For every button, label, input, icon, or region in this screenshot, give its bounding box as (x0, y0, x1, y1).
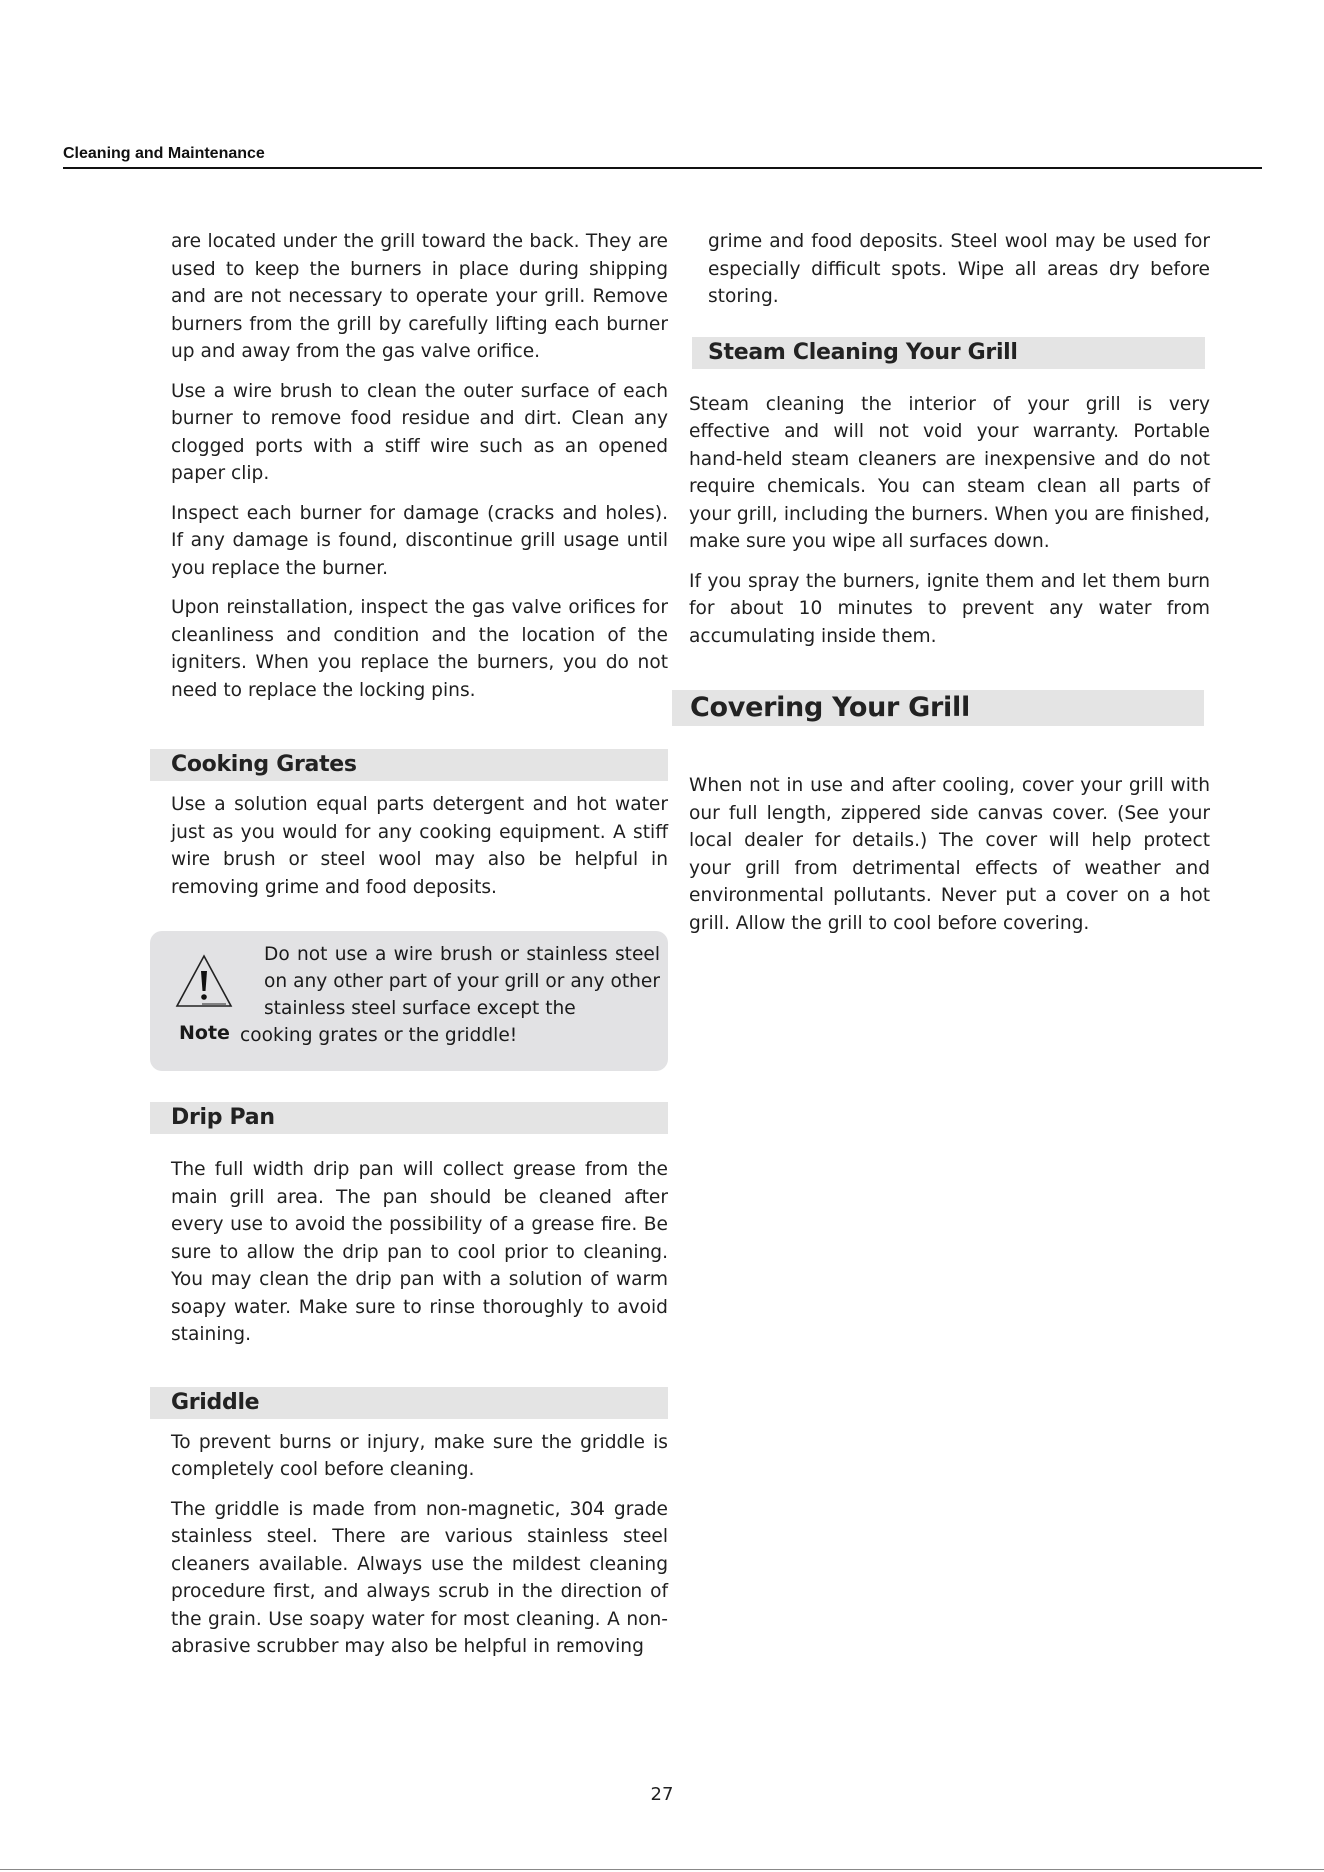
griddle-heading-bar (150, 1387, 668, 1419)
running-head: Cleaning and Maintenance (63, 145, 265, 162)
cooking-grates-heading: Cooking Grates (171, 752, 357, 777)
steam-cleaning-heading: Steam Cleaning Your Grill (708, 339, 1018, 365)
covering-heading: Covering Your Grill (690, 692, 970, 723)
griddle-steel-paragraph: The griddle is made from non-magnetic, 304 grade stainless steel. There are various stainless steel cleaners available. Always use the mildest cleaning procedure first, and always scrub in the direction of the grain. Use soapy water for most cleaning. A non-abrasive scrubber may also be helpful in removing (171, 1498, 668, 1657)
griddle-cool-paragraph: To prevent burns or injury, make sure the griddle is completely cool before cleaning. (171, 1431, 668, 1480)
covering-heading-bar (672, 690, 1204, 726)
note-text: Do not use a wire brush or stainless steel on any other part of your grill or any other stainless steel surface except the (264, 944, 660, 1019)
burner-inspect-paragraph: Inspect each burner for damage (cracks and holes). If any damage is found, discontinue grill usage until you replace the burner. (171, 502, 668, 579)
burner-removal-paragraph: are located under the grill toward the back. They are used to keep the burners in place during shipping and are not necessary to operate your grill. Remove burners from the grill by carefully lifting each burner up and away from the gas valve orifice. (171, 231, 668, 362)
steam-cleaning-paragraph: Steam cleaning the interior of your grill is very effective and will not void your warranty. Portable hand-held steam cleaners are inexpensive and do not require chemicals. You can steam clean all parts of your grill, including the burners. When you are finished, make sure you wipe all surfaces down. (689, 393, 1210, 552)
drip-pan-heading: Drip Pan (171, 1105, 275, 1130)
left-column (150, 228, 668, 1661)
note-label: Note (179, 1022, 230, 1044)
footer-rule (0, 1869, 1324, 1870)
drip-pan-heading-bar (150, 1102, 668, 1134)
griddle-heading: Griddle (171, 1389, 260, 1415)
page-number: 27 (650, 1784, 674, 1805)
covering-paragraph: When not in use and after cooling, cover your grill with our full length, zippered side canvas cover. (See your local dealer for details.) The cover will help protect your grill from detrimental effects of weather and environmental pollutants. Never put a cover on a hot grill. Allow the grill to cool before covering. (689, 775, 1210, 934)
note-text-last-line: cooking grates or the griddle! (240, 1025, 518, 1046)
warning-icon (174, 953, 234, 1009)
steam-burners-paragraph: If you spray the burners, ignite them and let them burn for about 10 minutes to prevent any water from accumulating inside them. (689, 570, 1210, 647)
cooking-grates-heading-bar (150, 749, 668, 781)
burner-brush-paragraph: Use a wire brush to clean the outer surface of each burner to remove food residue and dirt. Clean any clogged ports with a stiff wire such as an opened paper clip. (171, 380, 668, 484)
cooking-grates-paragraph: Use a solution equal parts detergent and hot water just as you would for any cooking equipment. A stiff wire brush or steel wool may also be helpful in removing grime and food deposits. (171, 794, 668, 898)
header-rule (63, 167, 1262, 169)
burner-reinstall-paragraph: Upon reinstallation, inspect the gas valve orifices for cleanliness and condition and the location of the igniters. When you replace the burners, you do not need to replace the locking pins. (171, 597, 668, 701)
right-column (672, 228, 1210, 937)
note-callout (150, 931, 668, 1071)
drip-pan-paragraph: The full width drip pan will collect grease from the main grill area. The pan should be cleaned after every use to avoid the possibility of a grease fire. Be sure to allow the drip pan to cool prior to cleaning. You may clean the drip pan with a solution of warm soapy water. Make sure to rinse thoroughly to avoid staining. (171, 1159, 668, 1345)
continued-paragraph: grime and food deposits. Steel wool may be used for especially difficult spots. Wipe all areas dry before storing. (708, 231, 1210, 307)
steam-cleaning-heading-bar (692, 337, 1205, 369)
